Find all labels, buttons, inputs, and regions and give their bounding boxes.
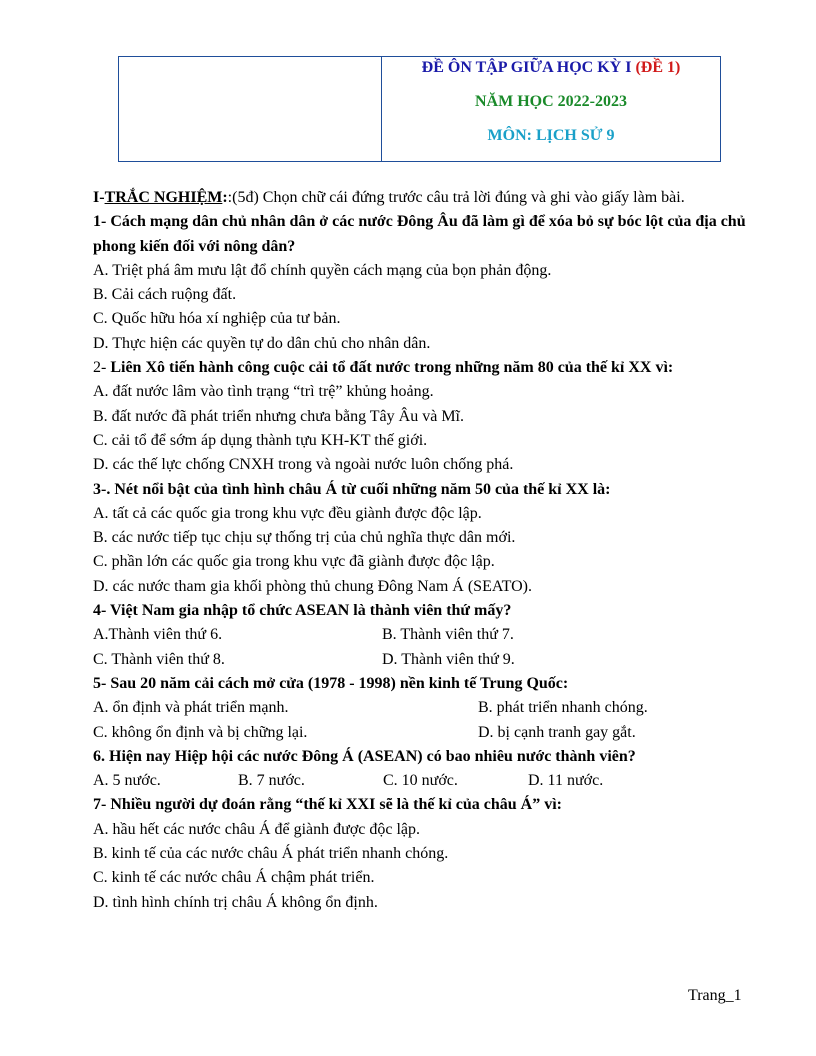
q2-option-b: B. đất nước đã phát triển nhưng chưa bằng Tây Âu và Mĩ. xyxy=(93,407,464,425)
q6-options-row xyxy=(93,769,753,793)
header-table xyxy=(118,56,721,162)
q4-option-c: C. Thành viên thứ 8. xyxy=(93,650,225,668)
header-left-cell xyxy=(119,57,382,161)
question-7: 7- Nhiều người dự đoán rằng “thế kỉ XXI sẽ là thế kỉ của châu Á” vì: xyxy=(93,796,563,814)
q7-option-b: B. kinh tế của các nước châu Á phát triển nhanh chóng. xyxy=(93,845,449,863)
header-right-cell xyxy=(382,57,720,161)
q3-option-d: D. các nước tham gia khối phòng thủ chung Đông Nam Á (SEATO). xyxy=(93,577,532,595)
q6-option-c: C. 10 nước. xyxy=(383,772,458,790)
q3-option-a: A. tất cả các quốc gia trong khu vực đều giành được độc lập. xyxy=(93,504,482,522)
exam-title-suffix: (ĐỀ 1) xyxy=(635,59,681,76)
exam-year: NĂM HỌC 2022-2023 xyxy=(475,93,627,110)
q2-prefix: 2- xyxy=(93,359,111,377)
section-prefix: I- xyxy=(93,189,105,206)
q1-option-c: C. Quốc hữu hóa xí nghiệp của tư bản. xyxy=(93,310,341,328)
q1-option-d: D. Thực hiện các quyền tự do dân chủ cho nhân dân. xyxy=(93,334,431,352)
question-5: 5- Sau 20 năm cải cách mở cửa (1978 - 1998) nền kinh tế Trung Quốc: xyxy=(93,674,569,692)
q2-text: Liên Xô tiến hành công cuộc cải tổ đất nước trong những năm 80 của thế kỉ XX vì: xyxy=(110,359,674,377)
q5-option-d: D. bị cạnh tranh gay gắt. xyxy=(478,723,636,741)
q2-option-c: C. cải tổ để sớm áp dụng thành tựu KH-KT thế giới. xyxy=(93,431,428,449)
q4-option-a: A.Thành viên thứ 6. xyxy=(93,626,223,644)
section-heading: I-TRẮC NGHIỆM::(5đ) Chọn chữ cái đứng trước câu trả lời đúng và ghi vào giấy làm bài. xyxy=(93,189,685,206)
exam-title xyxy=(422,60,681,76)
q5-option-b: B. phát triển nhanh chóng. xyxy=(478,699,648,717)
q1-option-b: B. Cải cách ruộng đất. xyxy=(93,286,237,304)
q4-options-row-1 xyxy=(93,623,753,647)
exam-title-main: ĐỀ ÔN TẬP GIỮA HỌC KỲ I xyxy=(421,59,632,76)
question-6: 6. Hiện nay Hiệp hội các nước Đông Á (ASEAN) có bao nhiêu nước thành viên? xyxy=(93,747,636,765)
q4-option-d: D. Thành viên thứ 9. xyxy=(382,650,515,668)
question-1: 1- Cách mạng dân chủ nhân dân ở các nước Đông Âu đã làm gì để xóa bỏ sự bóc lột của địa chủ phong kiến đối với nông dân? xyxy=(93,213,746,255)
exam-subject: MÔN: LỊCH SỬ 9 xyxy=(487,127,615,144)
q6-option-b: B. 7 nước. xyxy=(238,772,305,790)
page-number: Trang_1 xyxy=(688,987,742,1004)
q4-option-b: B. Thành viên thứ 7. xyxy=(382,626,514,644)
q7-option-a: A. hầu hết các nước châu Á để giành được độc lập. xyxy=(93,820,421,838)
q4-options-row-2 xyxy=(93,648,753,672)
q7-option-d: D. tình hình chính trị châu Á không ổn định. xyxy=(93,893,378,911)
q6-option-d: D. 11 nước. xyxy=(528,772,604,790)
question-3: 3-. Nét nổi bật của tình hình châu Á từ cuối những năm 50 của thế kỉ XX là: xyxy=(93,480,611,498)
section-title: TRẮC NGHIỆM xyxy=(104,189,223,206)
question-2 xyxy=(93,356,753,380)
q5-options-row-2 xyxy=(93,721,753,745)
section-instruction: :(5đ) Chọn chữ cái đứng trước câu trả lời đúng và ghi vào giấy làm bài. xyxy=(227,189,685,206)
q5-option-c: C. không ổn định và bị chững lại. xyxy=(93,723,308,741)
q3-option-b: B. các nước tiếp tục chịu sự thống trị của chủ nghĩa thực dân mới. xyxy=(93,529,516,547)
q6-option-a: A. 5 nước. xyxy=(93,772,161,790)
q5-option-a: A. ổn định và phát triển mạnh. xyxy=(93,699,289,717)
q7-option-c: C. kinh tế các nước châu Á chậm phát triển. xyxy=(93,869,375,887)
q2-option-d: D. các thế lực chống CNXH trong và ngoài nước luôn chống phá. xyxy=(93,456,514,474)
exam-content xyxy=(93,186,753,915)
q3-option-c: C. phần lớn các quốc gia trong khu vực đã giành được độc lập. xyxy=(93,553,495,571)
q2-option-a: A. đất nước lâm vào tình trạng “trì trệ” khủng hoảng. xyxy=(93,383,434,401)
q5-options-row-1 xyxy=(93,696,753,720)
question-4: 4- Việt Nam gia nhập tổ chức ASEAN là thành viên thứ mấy? xyxy=(93,602,512,620)
q1-option-a: A. Triệt phá âm mưu lật đổ chính quyền cách mạng của bọn phản động. xyxy=(93,261,552,279)
